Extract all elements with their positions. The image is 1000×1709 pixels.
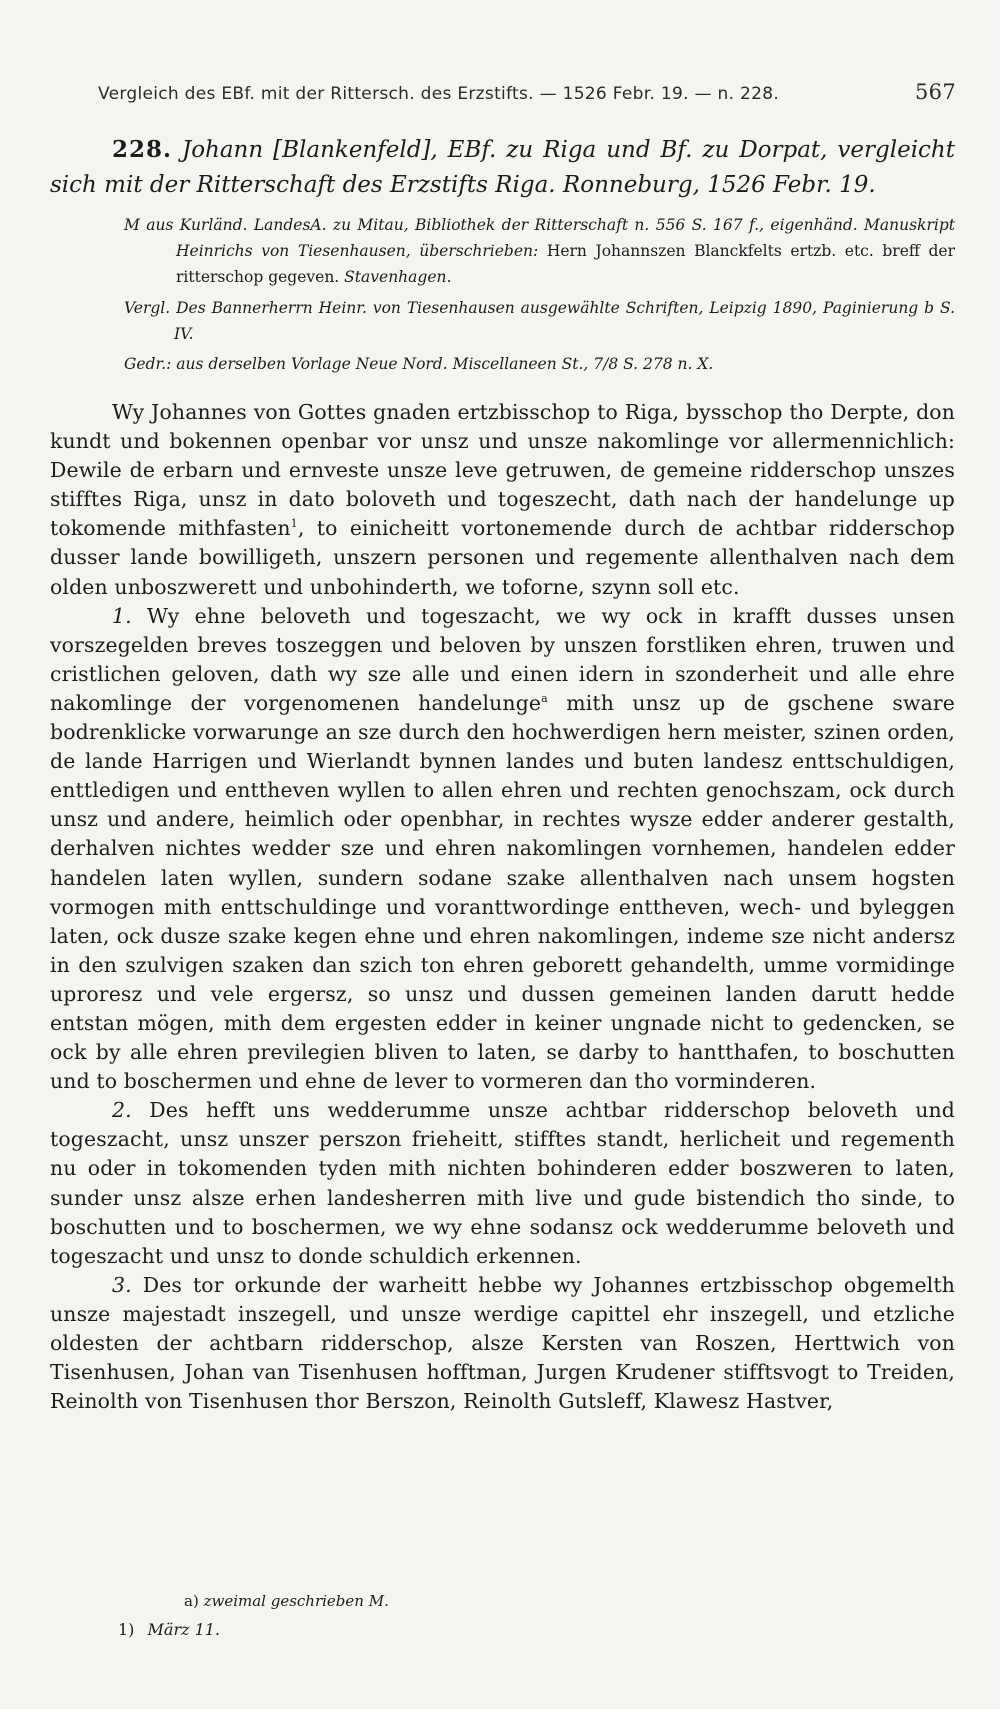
footnotes [118,1592,818,1639]
page-number: 567 [915,80,956,104]
source-reference: Vergl. Des Bannerherrn Heinr. von Tiesenhausen ausgewählte Schriften, Leipzig 1890, Paginierung b S. IV. [124,299,955,343]
paragraph-1: 1. Wy ehne beloveth und togeszacht, we wy ock in krafft dusses unsen vorszegelden breves toszeggen und beloven by unszen forstliken ehren, truwen und cristlichen geloven, dath wy sze alle und einen idern in szonderheit und alle ehre nakomlinge der vorgenomenen handelunge$^a$ mith unsz up de gschene sware bodrenklicke vorwarunge an sze durch den hochwerdigen hern meister, szinen orden, de lande Harrigen und Wierlandt bynnen landes und buten landesz enttschuldigen, enttledigen und enttheven wyllen to allen ehren und rechten genochszam, ock durch unsz und andere, heimlich oder openbhar, in rechtes wysze edder anderer gestalth, derhalven nichtes wedder sze und ehren nakomlingen vornhemen, handelen edder handelen laten wyllen, sundern sodane szake allenthalven nach unsem hogsten vormogen mith enttschuldinge und voranttwordinge enttheven, wech- und byleggen laten, ock dusze szake kegen ehne und ehren nakomlingen, indeme sze nicht andersz in den szulvigen szaken dan szich ton ehren geborett gehandelth, umme vormidinge uproresz und vele ergersz, so unsz und dussen gemeinen landen darutt hedde entstan mögen, mith dem ergesten edder in keiner ungnade nicht to gedencken, se ock by alle ehren previlegien bliven to laten, se darby to hantthafen, to boschutten und to boschermen und ehne de lever to vormeren dan tho vorminderen. [50,603,955,1094]
document-number: 228. [112,136,173,163]
document-title: Johann [Blankenfeld], EBf. zu Riga und Bf. zu Dorpat, vergleicht sich mit der Ritterschaft des Erzstifts Riga. Ronneburg, 1526 Febr. 19. [50,137,955,198]
document-heading [50,132,955,203]
footnote-ref-1: 1 [290,517,298,531]
source-notes [50,212,955,290]
footnote-1: 1) März 11. [118,1620,221,1639]
footnote-ref-a: a [541,692,548,706]
paragraph-intro: Wy Johannes von Gottes gnaden ertzbisschop to Riga, bysschop tho Derpte, don kundt und bokennen openbar vor unsz und unsze nakomlinge vor allermennichlich: Dewile de erbarn und ernveste unsze leve getruwen, de gemeine ridderschop unszes stifftes Riga, unsz in dato boloveth und togeszecht, dath nach der handelunge up tokomende mithfasten$^1$, to einicheitt vortonemende durch de achtbar ridderschop dusser lande bowilligeth, unszern personen und regemente allenthalven nach dem olden unboszwerett und unbohinderth, we toforne, szynn soll etc. [50,400,955,599]
source-printed: Gedr.: aus derselben Vorlage Neue Nord. Miscellaneen St., 7/8 S. 278 n. X. [124,355,714,373]
source-manuscript: M aus Kurländ. LandesA. zu Mitau, Bibliothek der Ritterschaft n. 556 S. 167 f., eigenhänd. Manuskript Heinrichs von Tiesenhausen, überschrieben: Hern Johannszen Blanckfelts ertzb. etc. breff der ritterschop gegeven. Stavenhagen. [124,216,955,286]
paragraph-2: 2. Des hefft uns wedderumme unsze achtbar ridderschop beloveth und togeszacht, unsz unszer perszon frieheitt, stifftes standt, herlicheit und regementh nu oder in tokomenden tyden mith nichten bohinderen edder boszweren to laten, sunder unsz alsze erhen landesherren mith live und gude bistendich tho sinde, to boschutten und to boschermen, we wy ehne sodansz ock wedderumme beloveth und togeszacht und unsz to donde schuldich erkennen. [50,1098,955,1268]
running-head-title: Vergleich des EBf. mit der Rittersch. des Erzstifts. — 1526 Febr. 19. — n. 228. [98,84,780,104]
footnote-a: a) zweimal geschrieben M. [184,1592,389,1610]
body-text [50,398,955,1416]
running-head [98,80,956,104]
paragraph-3: 3. Des tor orkunde der warheitt hebbe wy Johannes ertzbisschop obgemelth unsze majestadt inszegell, und unsze werdige capittel ehr inszegell, und etzliche oldesten der achtbarn ridderschop, alsze Kersten van Roszen, Herttwich von Tisenhusen, Johan van Tisenhusen hofftman, Jurgen Krudener stifftsvogt to Treiden, Reinolth von Tisenhusen thor Berszon, Reinolth Gutsleff, Klawesz Hastver, [50,1272,955,1414]
